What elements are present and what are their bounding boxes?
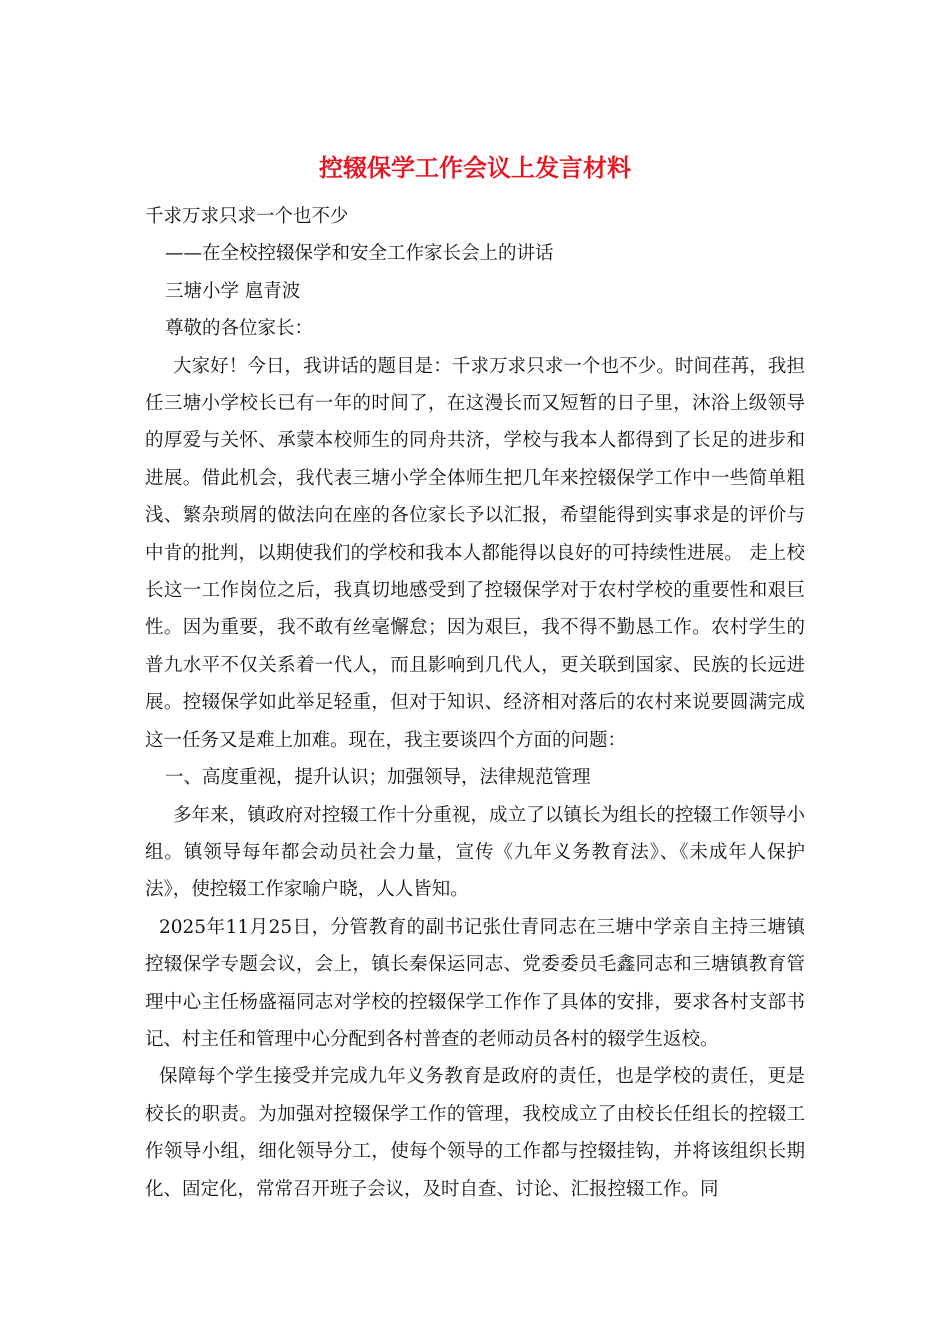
speech-subtitle: ——在全校控辍保学和安全工作家长会上的讲话 <box>165 243 554 265</box>
section-heading-one: 一、高度重视，提升认识；加强领导，法律规范管理 <box>165 767 591 789</box>
speech-author: 三塘小学 扈青波 <box>165 280 301 302</box>
document-title: 控辍保学工作会议上发言材料 <box>319 153 631 182</box>
paragraph-intro: 大家好！今日，我讲话的题目是：千求万求只求一个也不少。时间荏苒，我担任三塘小学校长已有一年的时间了，在这漫长而又短暂的日子里，沐浴上级领导的厚爱与关怀、承蒙本校师生的同舟共济，学校与我本人都得到了长足的进步和进展。借此机会，我代表三塘小学全体师生把几年来控辍保学工作中一些简单粗浅、繁杂琐屑的做法向在座的各位家长予以汇报，希望能得到实事求是的评价与中肯的批判，以期使我们的学校和我本人都能得以良好的可持续性进展。 走上校长这一工作岗位之后，我真切地感受到了控辍保学对于农村学校的重要性和艰巨性。因为重要，我不敢有丝毫懈怠；因为艰巨，我不得不勤恳工作。农村学生的普九水平不仅关系着一代人，而且影响到几代人，更关联到国家、民族的长远进展。控辍保学如此举足轻重，但对于知识、经济相对落后的农村来说要圆满完成这一任务又是难上加难。现在，我主要谈四个方面的问题： <box>145 355 805 751</box>
paragraph-responsibility: 保障每个学生接受并完成九年义务教育是政府的责任，也是学校的责任，更是校长的职责。为加强对控辍保学工作的管理，我校成立了由校长任组长的控辍工作领导小组，细化领导分工，使每个领导的工作都与控辍挂钩，并将该组织长期化、固定化，常常召开班子会议，及时自查、讨论、汇报控辍工作。同 <box>145 1066 805 1200</box>
salutation: 尊敬的各位家长： <box>165 318 314 340</box>
paragraph-government: 多年来，镇政府对控辍工作十分重视，成立了以镇长为组长的控辍工作领导小组。镇领导每年都会动员社会力量，宣传《九年义务教育法》、《未成年人保护法》，使控辍工作家喻户晓，人人皆知。 <box>145 804 805 901</box>
document-body <box>145 198 805 1208</box>
speech-heading: 千求万求只求一个也不少 <box>145 206 349 227</box>
paragraph-meeting: 2025年11月25日，分管教育的副书记张仕青同志在三塘中学亲自主持三塘镇控辍保学专题会议，会上，镇长秦保运同志、党委委员毛鑫同志和三塘镇教育管理中心主任杨盛福同志对学校的控辍保学工作作了具体的安排，要求各村支部书记、村主任和管理中心分配到各村普查的老师动员各村的辍学生返校。 <box>145 916 805 1050</box>
